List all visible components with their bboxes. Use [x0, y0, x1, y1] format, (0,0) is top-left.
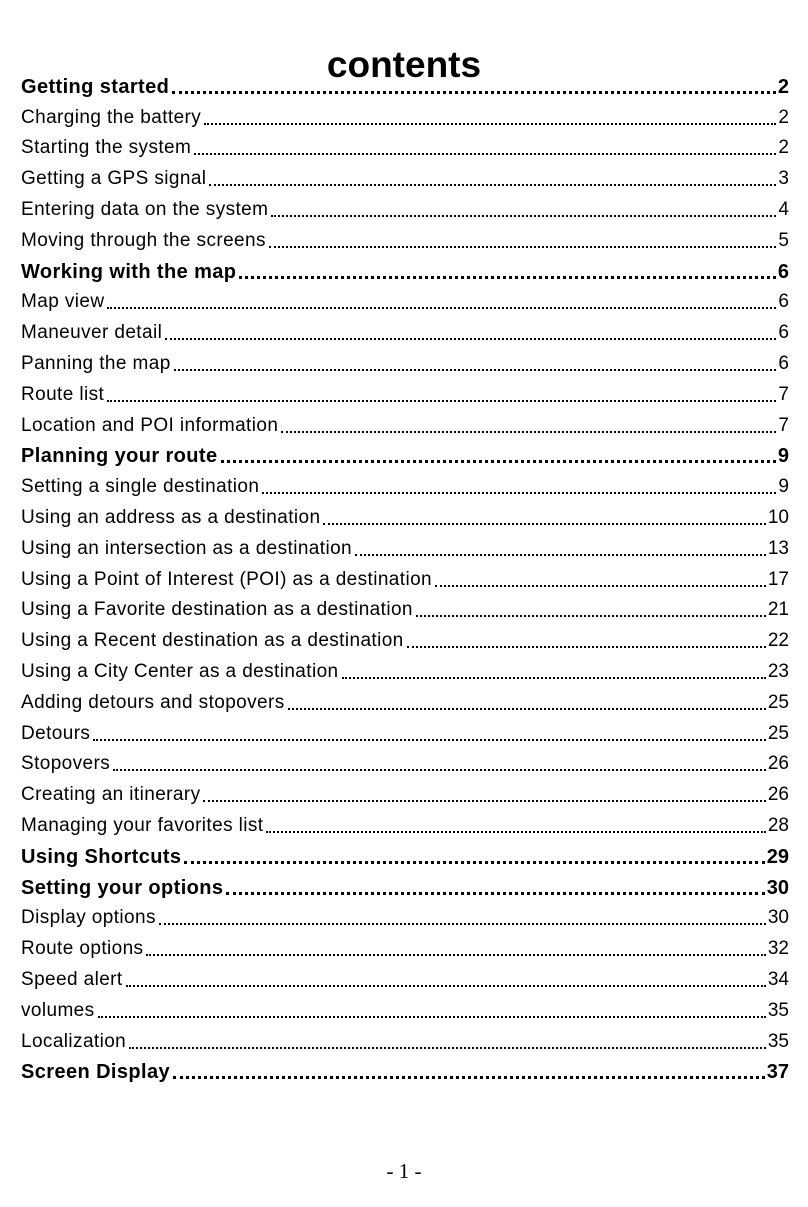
dot-leader [129, 1047, 766, 1049]
toc-entry-page: 26 [767, 753, 789, 775]
toc-entry-page: 34 [767, 968, 789, 990]
toc-entry [21, 470, 789, 501]
toc-entry-page: 26 [767, 784, 789, 806]
toc-entry-label: Moving through the screens [21, 229, 266, 251]
dot-leader [194, 153, 776, 155]
toc-entry [21, 748, 789, 779]
toc-entry [21, 532, 789, 563]
toc-entry-label: Planning your route [21, 445, 218, 468]
toc-entry-label: Using an address as a destination [21, 506, 321, 528]
toc-entry-label: Using a Favorite destination as a destination [21, 599, 413, 621]
toc-entry-page: 6 [778, 352, 789, 374]
toc-entry [21, 932, 789, 963]
toc-entry-page: 13 [767, 537, 789, 559]
dot-leader [107, 307, 776, 309]
dot-leader [113, 769, 766, 771]
toc-entry-page: 17 [767, 568, 789, 590]
toc-entry-label: Charging the battery [21, 106, 202, 128]
toc-entry [21, 809, 789, 840]
toc-entry-label: Location and POI information [21, 414, 279, 436]
toc-entry [21, 286, 789, 317]
toc-entry [21, 101, 789, 132]
toc-entry-label: Stopovers [21, 753, 111, 775]
dot-leader [262, 492, 776, 494]
dot-leader [323, 523, 765, 525]
toc-entry-page: 6 [778, 322, 789, 344]
table-of-contents [21, 70, 789, 1086]
dot-leader [288, 708, 766, 710]
toc-entry-page: 35 [767, 1030, 789, 1052]
toc-entry-page: 2 [777, 75, 789, 98]
dot-leader [159, 923, 766, 925]
toc-entry [21, 347, 789, 378]
toc-section-entry [21, 255, 789, 286]
toc-entry [21, 778, 789, 809]
toc-entry-page: 22 [767, 630, 789, 652]
toc-entry-page: 30 [767, 907, 789, 929]
dot-leader [107, 400, 776, 402]
toc-entry-page: 5 [778, 229, 789, 251]
toc-entry-label: Using a City Center as a destination [21, 660, 339, 682]
toc-entry [21, 624, 789, 655]
dot-leader [184, 861, 764, 864]
toc-entry-label: Using an intersection as a destination [21, 537, 353, 559]
toc-entry [21, 563, 789, 594]
dot-leader [209, 184, 776, 186]
dot-leader [165, 338, 776, 340]
toc-entry [21, 963, 789, 994]
toc-entry-page: 7 [778, 383, 789, 405]
toc-entry [21, 378, 789, 409]
toc-entry-label: Using Shortcuts [21, 845, 182, 868]
dot-leader [271, 215, 776, 217]
toc-entry-page: 25 [767, 691, 789, 713]
toc-section-entry [21, 871, 789, 902]
toc-entry [21, 409, 789, 440]
toc-entry-page: 6 [778, 291, 789, 313]
dot-leader [281, 431, 776, 433]
toc-entry-label: Adding detours and stopovers [21, 691, 285, 713]
toc-entry-page: 37 [766, 1061, 789, 1084]
toc-entry-label: Map view [21, 291, 105, 313]
toc-entry [21, 994, 789, 1025]
toc-entry [21, 686, 789, 717]
toc-entry-page: 2 [778, 106, 789, 128]
toc-entry-page: 10 [767, 506, 789, 528]
toc-entry-label: Panning the map [21, 352, 171, 374]
toc-entry-page: 35 [767, 999, 789, 1021]
toc-entry-label: Setting a single destination [21, 476, 260, 498]
dot-leader [203, 800, 765, 802]
toc-entry-label: Using a Recent destination as a destination [21, 630, 404, 652]
dot-leader [174, 369, 777, 371]
toc-entry-label: Display options [21, 907, 156, 929]
toc-entry-label: Getting started [21, 75, 170, 98]
toc-entry-page: 4 [778, 198, 789, 220]
dot-leader [126, 985, 766, 987]
toc-entry-page: 29 [766, 845, 789, 868]
toc-entry-page: 21 [767, 599, 789, 621]
dot-leader [416, 615, 766, 617]
dot-leader [146, 954, 765, 956]
toc-entry [21, 717, 789, 748]
toc-entry-page: 7 [778, 414, 789, 436]
dot-leader [269, 246, 777, 248]
toc-entry-page: 9 [778, 476, 789, 498]
toc-entry-page: 28 [767, 814, 789, 836]
dot-leader [266, 831, 765, 833]
dot-leader [226, 892, 764, 895]
toc-entry [21, 132, 789, 163]
toc-entry-label: Route list [21, 383, 105, 405]
toc-entry-label: Detours [21, 722, 91, 744]
toc-entry-page: 3 [778, 168, 789, 190]
toc-entry [21, 1025, 789, 1056]
toc-entry-page: 30 [766, 876, 789, 899]
dot-leader [98, 1016, 766, 1018]
toc-entry-page: 23 [767, 660, 789, 682]
dot-leader [355, 554, 766, 556]
toc-entry-page: 25 [767, 722, 789, 744]
toc-entry-label: Route options [21, 938, 144, 960]
toc-entry-page: 32 [767, 938, 789, 960]
toc-entry-label: Screen Display [21, 1061, 171, 1084]
toc-entry-label: volumes [21, 999, 95, 1021]
toc-entry-label: Setting your options [21, 876, 224, 899]
toc-entry-label: Maneuver detail [21, 322, 163, 344]
toc-entry-label: Creating an itinerary [21, 784, 201, 806]
toc-section-entry [21, 1056, 789, 1087]
dot-leader [435, 585, 766, 587]
toc-entry-label: Starting the system [21, 137, 192, 159]
toc-entry-label: Entering data on the system [21, 198, 269, 220]
toc-entry [21, 162, 789, 193]
dot-leader [407, 646, 766, 648]
dot-leader [172, 91, 776, 94]
toc-entry-label: Using a Point of Interest (POI) as a destination [21, 568, 433, 590]
toc-entry-page: 2 [778, 137, 789, 159]
dot-leader [342, 677, 766, 679]
toc-entry-label: Managing your favorites list [21, 814, 264, 836]
toc-entry [21, 501, 789, 532]
toc-entry [21, 316, 789, 347]
toc-section-entry [21, 440, 789, 471]
toc-entry-label: Working with the map [21, 260, 237, 283]
toc-entry-label: Speed alert [21, 968, 123, 990]
dot-leader [221, 460, 776, 463]
toc-section-entry [21, 840, 789, 871]
toc-section-entry [21, 70, 789, 101]
toc-entry [21, 594, 789, 625]
toc-entry [21, 902, 789, 933]
toc-entry-label: Getting a GPS signal [21, 168, 207, 190]
toc-entry-label: Localization [21, 1030, 127, 1052]
dot-leader [93, 739, 766, 741]
dot-leader [239, 276, 775, 279]
toc-entry [21, 224, 789, 255]
dot-leader [173, 1076, 765, 1079]
toc-entry [21, 193, 789, 224]
dot-leader [204, 123, 776, 125]
toc-entry-page: 9 [777, 445, 789, 468]
toc-entry-page: 6 [777, 260, 789, 283]
page-title: contents [326, 43, 482, 85]
toc-entry [21, 655, 789, 686]
page-number: - 1 - [386, 1159, 422, 1183]
